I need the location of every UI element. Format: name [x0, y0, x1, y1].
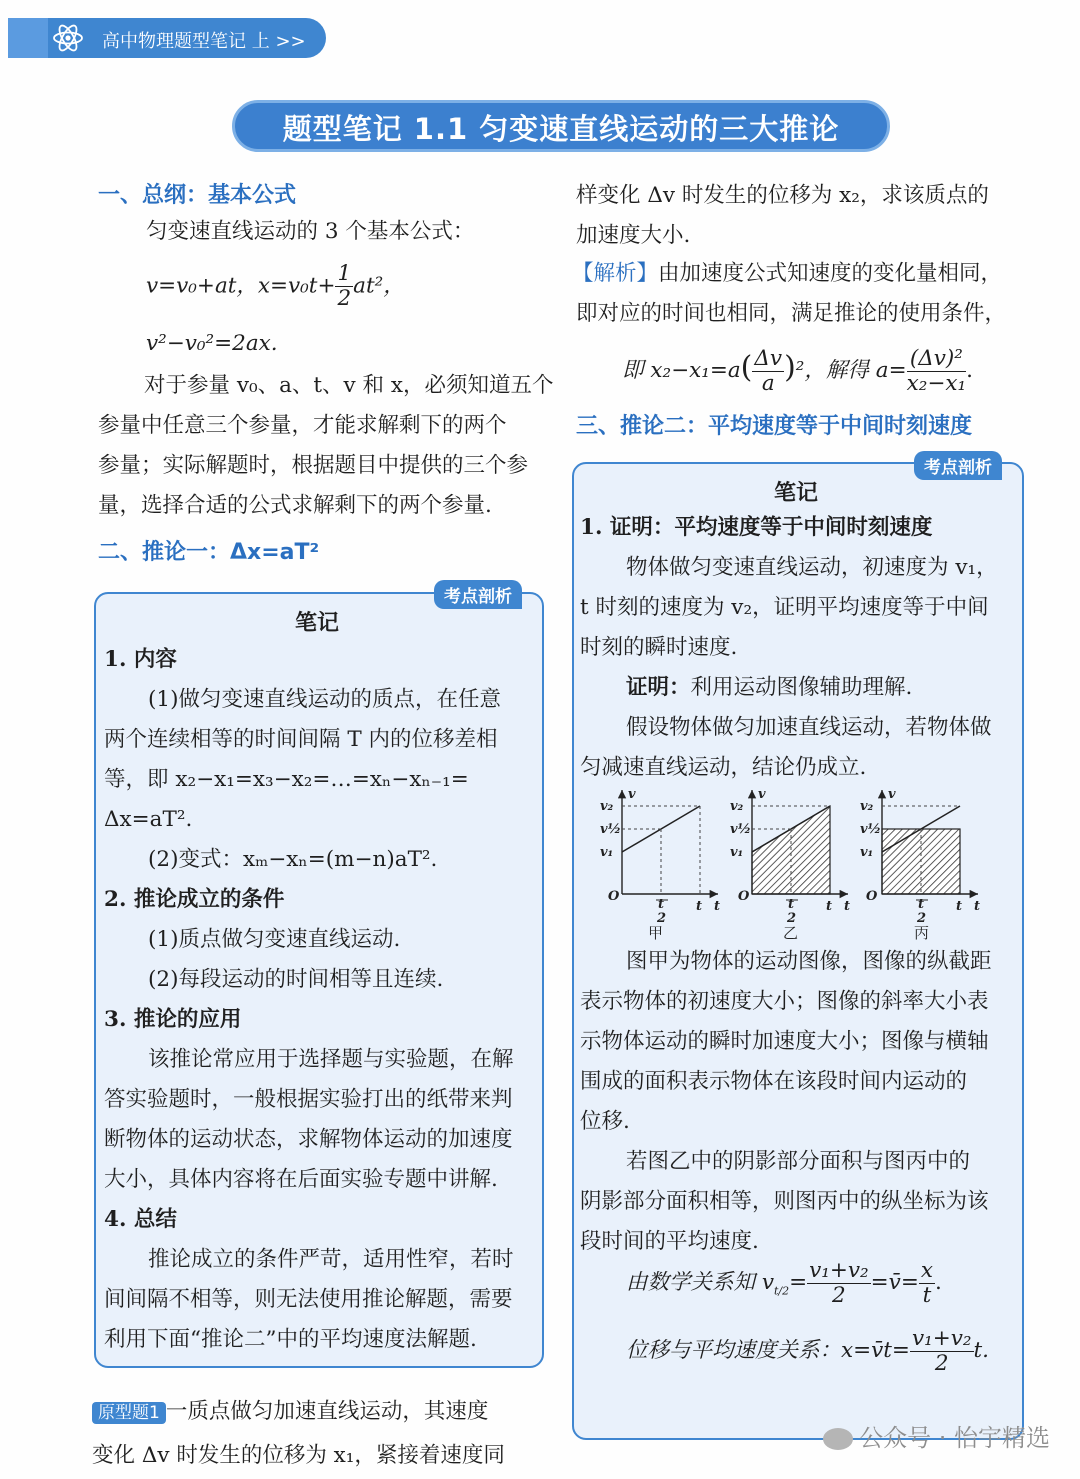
frac-num: v₁+v₂: [911, 1325, 972, 1351]
tick-t: t: [826, 899, 833, 914]
formula-1-frac: [335, 262, 353, 311]
eq-part: 由数学关系知 v: [626, 1270, 774, 1295]
frac-num: (Δv)²: [907, 347, 967, 372]
analysis-line-2: 即对应的时间也相同，满足推论的使用条件，: [576, 301, 1007, 326]
eq-sub: t/2: [773, 1284, 790, 1298]
problem-cont-line: 样变化 Δv 时发生的位移为 x₂，求该质点的: [576, 183, 989, 208]
axis-label-v: v: [758, 787, 766, 802]
note-line: 两个连续相等的时间间隔 T 内的位移差相: [104, 727, 498, 752]
note-line: 若图乙中的阴影部分面积与图丙中的: [626, 1149, 971, 1174]
equation-displacement: [626, 1326, 989, 1376]
note-body-2: [580, 508, 1016, 788]
axis-label-t: t: [844, 899, 851, 914]
frac-num: x: [920, 1257, 933, 1283]
eq-frac: [807, 1259, 871, 1308]
note-line: 示物体运动的瞬时加速度大小；图像与横轴: [580, 1029, 989, 1054]
analysis-text: 由加速度公式知速度的变化量相同，: [658, 261, 1003, 286]
note-subheading: 2. 推论成立的条件: [104, 887, 285, 912]
note-badge-1: 考点剖析: [434, 580, 522, 609]
note-badge-2: 考点剖析: [914, 451, 1002, 480]
frac-den: 2: [337, 286, 352, 311]
note-line: 等，即 x₂−x₁=x₃−x₂=…=xₙ−xₙ₋₁=: [104, 767, 469, 792]
tick-v1: v₁: [730, 845, 744, 860]
note-line: 图甲为物体的运动图像，图像的纵截距: [626, 949, 992, 974]
para-1-line: 对于参量 v₀、a、t、v 和 x，必须知道五个: [144, 373, 554, 398]
watermark: [823, 1418, 1050, 1453]
note-line: 表示物体的初速度大小；图像的斜率大小表: [580, 989, 989, 1014]
problem-line-2: 变化 Δv 时发生的位移为 x₁，紧接着速度同: [92, 1443, 505, 1468]
formula-2: v²−v₀²=2ax.: [146, 331, 278, 356]
section2-heading: 二、推论一：Δx=aT²: [98, 540, 320, 565]
axis-label-t: t: [974, 899, 981, 914]
eq-part: ²，解得 a=: [795, 358, 907, 383]
note-subheading: 3. 推论的应用: [104, 1007, 242, 1032]
vt-graphs: [600, 786, 1010, 946]
tick-thalf-den: 2: [657, 911, 667, 926]
section3-heading: 三、推论二：平均速度等于中间时刻速度: [576, 414, 973, 439]
vt-graphs-svg: [600, 786, 1010, 946]
tick-v2: v₂: [600, 799, 614, 814]
proof-label: 证明：: [626, 675, 691, 700]
atom-icon: [52, 22, 84, 54]
graph-caption: 乙: [783, 924, 799, 942]
note-line: t 时刻的速度为 v₂，证明平均速度等于中间: [580, 595, 989, 620]
axis-label-t: t: [714, 899, 721, 914]
analysis-tag: 【解析】: [572, 261, 659, 286]
tick-thalf-num: t: [788, 897, 795, 912]
frac-den: t: [922, 1282, 932, 1308]
formula-1-part1: v=v₀+at，x=v₀t+: [146, 273, 336, 299]
note-line: 围成的面积表示物体在该段时间内运动的: [580, 1069, 968, 1094]
eq-part: 位移与平均速度关系：x=v̄t=: [626, 1338, 910, 1363]
note-line: 间间隔不相等，则无法使用推论解题，需要: [104, 1287, 513, 1312]
note-line: 该推论常应用于选择题与实验题，在解: [148, 1047, 514, 1072]
eq-frac: [752, 347, 784, 396]
note-line: 物体做匀变速直线运动，初速度为 v₁，: [626, 555, 998, 580]
tick-vhalf: v½: [730, 822, 752, 837]
note-title-2: 笔记: [773, 480, 818, 506]
formula-1-part2: at²，: [353, 273, 405, 299]
eq-part: t.: [973, 1338, 989, 1363]
axis-label-v: v: [888, 787, 896, 802]
para-1-line: 量，选择合适的公式求解剩下的两个参量.: [98, 493, 492, 518]
graph-yi: [752, 790, 848, 894]
note-line: 假设物体做匀加速直线运动，若物体做: [626, 715, 992, 740]
note-body-1: [104, 640, 534, 1360]
note-line: 大小，具体内容将在后面实验专题中讲解.: [104, 1167, 498, 1192]
equation-midpoint: 由数学关系知 $v_{t/2}=$ $\frac{\text{v₁+v₂}}{2}$ =v̄= $\frac{x}{t}$ .: [626, 1257, 942, 1308]
section1-intro: 匀变速直线运动的 3 个基本公式：: [146, 219, 475, 244]
header-title: 高中物理题型笔记 上 >>: [102, 31, 306, 52]
origin-label: O: [738, 889, 750, 904]
analysis-equation: 即 x₂−x₁=a( $\frac{\Delta v}{a}$ )²，解得 a= $\frac{\text{(Δv)²}}{\text{x₂−x₁}}$ .: [622, 345, 973, 396]
wechat-icon: [823, 1428, 853, 1450]
tick-thalf-den: 2: [787, 911, 797, 926]
tick-v2: v₂: [860, 799, 874, 814]
note-line: (2)每段运动的时间相等且连续.: [148, 967, 444, 992]
analysis-line-1: [572, 254, 1002, 294]
note-subheading: 4. 总结: [104, 1207, 177, 1232]
frac-den: a: [761, 370, 775, 396]
graph-caption: 丙: [914, 924, 930, 942]
frac-num: Δv: [754, 345, 783, 371]
graph-jia: [622, 790, 718, 894]
eq-part: 即 x₂−x₁=a: [622, 358, 741, 383]
tick-vhalf: v½: [600, 822, 622, 837]
note-line: 答实验题时，一般根据实验打出的纸带来判: [104, 1087, 513, 1112]
note-line: 段时间的平均速度.: [580, 1229, 759, 1254]
graph-caption: 甲: [648, 924, 664, 942]
header-square: [8, 18, 48, 58]
para-1-line: 参量；实际解题时，根据题目中提供的三个参: [98, 453, 529, 478]
formula-1: [146, 262, 405, 311]
tick-vhalf: v½: [860, 822, 882, 837]
note-line: 利用下面“推论二”中的平均速度法解题.: [104, 1327, 477, 1352]
note-body-2b: [580, 942, 1016, 1262]
note-line: 时刻的瞬时速度.: [580, 635, 738, 660]
problem-tag: 原型题1: [92, 1402, 166, 1424]
frac-den: x₂−x₁: [906, 370, 967, 396]
frac-num: 1: [337, 261, 352, 286]
eq-part: =v̄=: [870, 1270, 919, 1295]
para-1-line: 参量中任意三个参量，才能求解剩下的两个: [98, 413, 507, 438]
section1-heading: 一、总纲：基本公式: [98, 183, 297, 208]
problem-continuation: [576, 176, 989, 256]
graph-bing: [882, 790, 978, 894]
eq-frac: [910, 1327, 974, 1376]
eq-frac: [919, 1259, 935, 1308]
header-tab: [8, 18, 326, 58]
tick-thalf-num: t: [918, 897, 925, 912]
origin-label: O: [866, 889, 878, 904]
tick-v1: v₁: [860, 845, 874, 860]
tick-v2: v₂: [730, 799, 744, 814]
tick-t: t: [956, 899, 963, 914]
watermark-text: 公众号 · 怡宇精选: [859, 1424, 1050, 1452]
note-line: Δx=aT².: [104, 807, 193, 832]
para-1: [98, 366, 554, 526]
note-line: 断物体的运动状态，求解物体运动的加速度: [104, 1127, 513, 1152]
tick-t: t: [696, 899, 703, 914]
note-line: (1)做匀变速直线运动的质点，在任意: [148, 687, 501, 712]
note-title-1: 笔记: [294, 610, 339, 636]
tick-thalf-den: 2: [917, 911, 927, 926]
eq-frac: [907, 347, 967, 396]
note-line: (1)质点做匀变速直线运动.: [148, 927, 401, 952]
note-subheading: 1. 内容: [104, 647, 177, 672]
axis-label-v: v: [628, 787, 636, 802]
note-subheading: 1. 证明：平均速度等于中间时刻速度: [580, 515, 933, 540]
note-line: 推论成立的条件严苛，适用性窄，若时: [148, 1247, 514, 1272]
section-banner: 题型笔记 1.1 匀变速直线运动的三大推论: [232, 100, 890, 152]
origin-label: O: [608, 889, 620, 904]
note-line: 位移.: [580, 1109, 630, 1134]
frac-num: v₁+v₂: [809, 1257, 869, 1283]
proof-text: 利用运动图像辅助理解.: [690, 675, 913, 700]
tick-v1: v₁: [600, 845, 614, 860]
problem-line-1: [92, 1392, 488, 1433]
note-line: 阴影部分面积相等，则图丙中的纵坐标为该: [580, 1189, 989, 1214]
frac-den: 2: [832, 1282, 846, 1308]
note-line: (2)变式：xₘ−xₙ=(m−n)aT².: [148, 847, 438, 872]
note-line: [580, 668, 1016, 708]
frac-den: 2: [934, 1350, 949, 1376]
note-line: 匀减速直线运动，结论仍成立.: [580, 755, 867, 780]
problem-text: 一质点做匀加速直线运动，其速度: [165, 1399, 489, 1424]
problem-cont-line: 加速度大小.: [576, 223, 691, 248]
tick-thalf-num: t: [658, 897, 665, 912]
